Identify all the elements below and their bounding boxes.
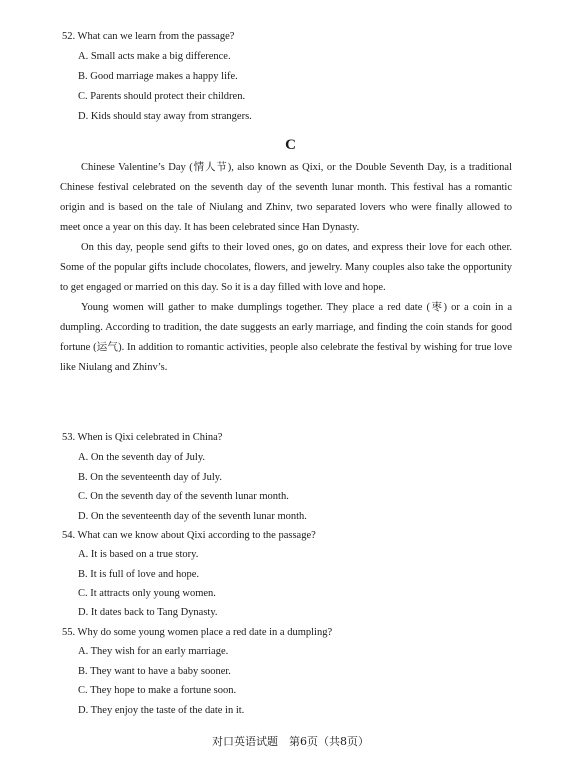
question-54-option-b: B. It is full of love and hope. — [78, 569, 200, 580]
reading-passage — [60, 158, 512, 378]
page-footer: 对口英语试题 第6页（共8页） — [212, 735, 369, 748]
question-54-option-d: D. It dates back to Tang Dynasty. — [78, 607, 218, 618]
question-53-option-b: B. On the seventeenth day of July. — [78, 472, 222, 483]
question-54-option-c: C. It attracts only young women. — [78, 588, 216, 599]
question-55-option-b: B. They want to have a baby sooner. — [78, 666, 231, 677]
question-52-option-c: C. Parents should protect their children. — [78, 91, 246, 102]
question-53-stem: 53. When is Qixi celebrated in China? — [62, 432, 223, 443]
question-52-stem: 52. What can we learn from the passage? — [62, 31, 235, 42]
question-54-stem: 54. What can we know about Qixi according to the passage? — [62, 530, 316, 541]
question-53-option-d: D. On the seventeenth day of the seventh lunar month. — [78, 511, 307, 522]
question-52-option-d: D. Kids should stay away from strangers. — [78, 111, 252, 122]
question-54-option-a: A. It is based on a true story. — [78, 549, 199, 560]
section-heading: C — [285, 137, 296, 153]
question-55-stem: 55. Why do some young women place a red date in a dumpling? — [62, 627, 333, 638]
question-55-option-d: D. They enjoy the taste of the date in it. — [78, 705, 245, 716]
question-52-option-b: B. Good marriage makes a happy life. — [78, 71, 238, 82]
question-55-option-a: A. They wish for an early marriage. — [78, 646, 229, 657]
passage-paragraph-2: On this day, people send gifts to their loved ones, go on dates, and express their love for each other. Some of the popular gifts include chocolates, flowers, and jewelry. Many couples also take the opportunity to get engaged or married on this day. So it is a day filled with love and hope. — [60, 242, 512, 293]
passage-paragraph-1: Chinese Valentine’s Day (情人节), also known as Qixi, or the Double Seventh Day, is a traditional Chinese festival celebrated on the seventh day of the seventh lunar month. This festival has a romantic origin and is based on the tale of Niulang and Zhinv, two separated lovers who were finally allowed to meet once a year on this day. It has been celebrated since Han Dynasty. — [60, 162, 512, 233]
passage-paragraph-3: Young women will gather to make dumplings together. They place a red date (枣) or a coin in a dumpling. According to tradition, the date suggests an early marriage, and finding the coin stands for good fortune (运气). In addition to romantic activities, people also celebrate the festival by wishing for true love like Niulang and Zhinv’s. — [60, 302, 512, 373]
question-53-option-c: C. On the seventh day of the seventh lunar month. — [78, 491, 289, 502]
question-53-option-a: A. On the seventh day of July. — [78, 452, 206, 463]
question-55-option-c: C. They hope to make a fortune soon. — [78, 685, 237, 696]
question-52-option-a: A. Small acts make a big difference. — [78, 51, 231, 62]
